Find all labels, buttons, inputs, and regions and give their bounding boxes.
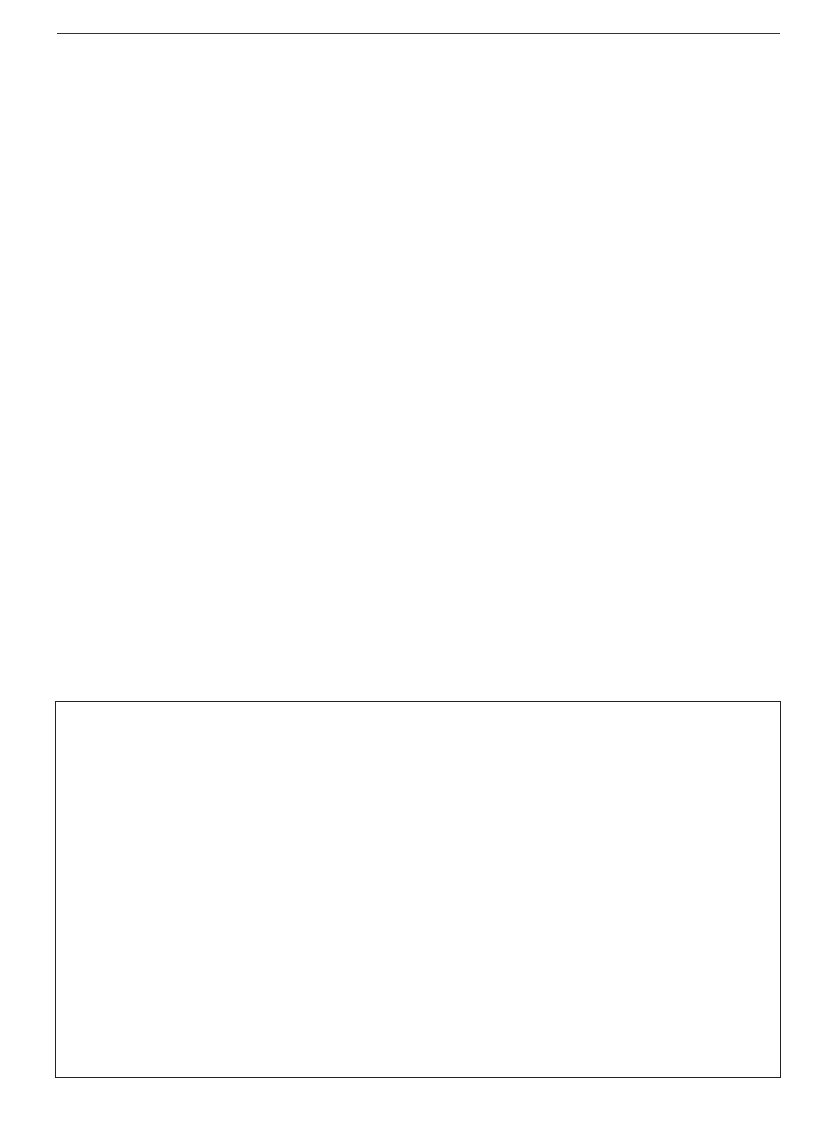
content-box	[55, 701, 781, 1078]
header-rule	[57, 33, 780, 34]
section-gap	[60, 37, 778, 75]
page-content	[60, 37, 778, 75]
